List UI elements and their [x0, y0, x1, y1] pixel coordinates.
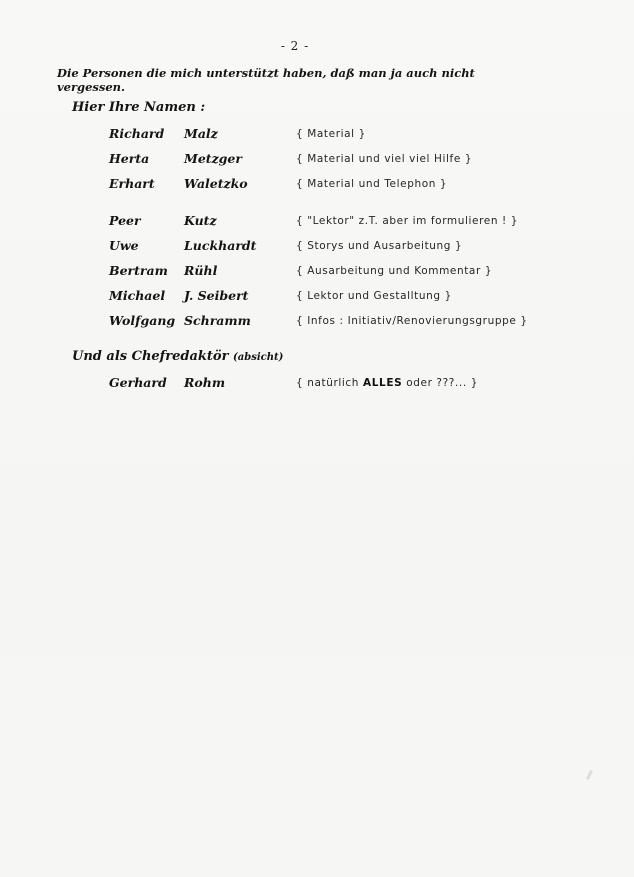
list-item	[0, 176, 634, 194]
person-last-name: Luckhardt	[184, 238, 257, 253]
chief-note-end: oder ???... }	[406, 377, 478, 389]
person-last-name: Schramm	[184, 313, 251, 328]
person-contribution: { "Lektor" z.T. aber im formulieren ! }	[296, 215, 519, 227]
chief-editor-heading-note: (absicht)	[232, 352, 284, 363]
list-item	[0, 213, 634, 231]
page-number: - 2 -	[280, 39, 310, 53]
person-last-name: Rühl	[184, 263, 218, 278]
person-last-name: Malz	[184, 126, 218, 141]
person-first-name: Uwe	[109, 238, 139, 253]
list-item	[0, 288, 634, 306]
chief-editor-first-name: Gerhard	[109, 375, 167, 390]
chief-editor-last-name: Rohm	[184, 375, 226, 390]
person-first-name: Wolfgang	[109, 313, 176, 328]
person-contribution: { Lektor und Gestalltung }	[296, 290, 452, 302]
person-last-name: Metzger	[184, 151, 242, 166]
list-item	[0, 313, 634, 331]
list-item	[0, 375, 634, 393]
person-contribution: { Material und Telephon }	[296, 178, 448, 190]
person-contribution: { Infos : Initiativ/Renovierungsgruppe }	[296, 315, 528, 327]
person-first-name: Richard	[109, 126, 165, 141]
person-first-name: Peer	[109, 213, 141, 228]
paper-smudge	[586, 770, 593, 780]
list-item	[0, 263, 634, 281]
person-contribution: { Material }	[296, 128, 366, 140]
intro-text: Die Personen die mich unterstützt haben, daß man ja auch nicht vergessen.	[57, 66, 475, 94]
chief-editor-heading	[72, 349, 283, 364]
person-first-name: Herta	[109, 151, 150, 166]
list-item	[0, 238, 634, 256]
chief-editor-contribution	[296, 377, 478, 389]
chief-editor-heading-text: Und als Chefredaktör	[72, 349, 229, 364]
person-first-name: Michael	[109, 288, 166, 303]
list-item	[0, 151, 634, 169]
person-first-name: Erhart	[109, 176, 155, 191]
chief-note-start: { natürlich	[296, 377, 360, 389]
person-contribution: { Material und viel viel Hilfe }	[296, 153, 473, 165]
person-contribution: { Storys und Ausarbeitung }	[296, 240, 463, 252]
names-heading: Hier Ihre Namen :	[72, 100, 206, 115]
person-first-name: Bertram	[109, 263, 168, 278]
list-item	[0, 126, 634, 144]
chief-note-emphasis: ALLES	[363, 377, 403, 389]
person-last-name: J. Seibert	[184, 288, 249, 303]
person-contribution: { Ausarbeitung und Kommentar }	[296, 265, 493, 277]
person-last-name: Kutz	[184, 213, 217, 228]
person-last-name: Waletzko	[184, 176, 248, 191]
